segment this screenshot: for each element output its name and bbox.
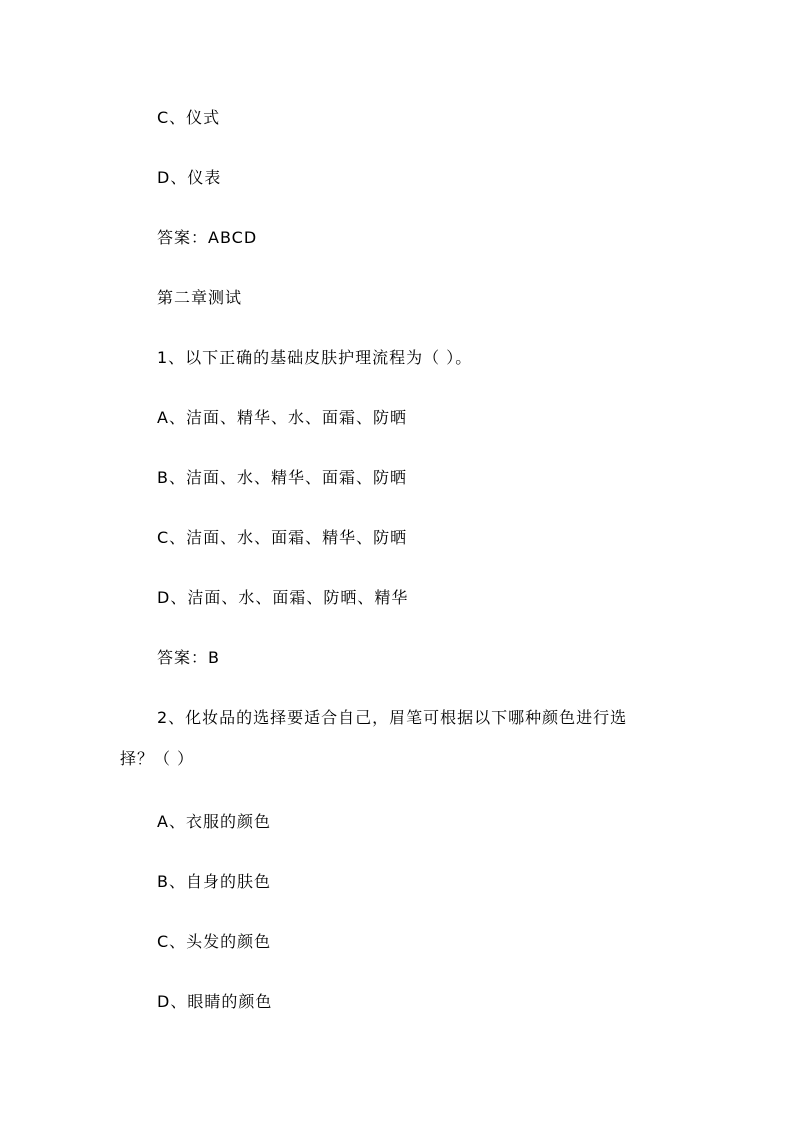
q1-option-c: C、洁面、水、面霜、精华、防晒 <box>157 528 408 547</box>
option-c-ceremony: C、仪式 <box>157 108 221 127</box>
option-d-appearance: D、仪表 <box>157 168 222 187</box>
question-2-line-1: 2、化妆品的选择要适合自己，眉笔可根据以下哪种颜色进行选 <box>157 708 628 727</box>
question-2-line-2: 择？（ ） <box>120 749 195 768</box>
q2-option-b: B、自身的肤色 <box>157 872 271 891</box>
chapter-heading: 第二章测试 <box>157 288 243 307</box>
q1-option-d: D、洁面、水、面霜、防晒、精华 <box>157 588 409 607</box>
answer-prev-question: 答案：ABCD <box>157 228 258 247</box>
q2-option-a: A、衣服的颜色 <box>157 812 271 831</box>
q1-option-b: B、洁面、水、精华、面霜、防晒 <box>157 468 407 487</box>
q2-option-d: D、眼睛的颜色 <box>157 992 273 1011</box>
question-1: 1、以下正确的基础皮肤护理流程为（ ）。 <box>157 348 473 367</box>
q1-answer: 答案：B <box>157 648 220 667</box>
q1-option-a: A、洁面、精华、水、面霜、防晒 <box>157 408 407 427</box>
q2-option-c: C、头发的颜色 <box>157 932 272 951</box>
